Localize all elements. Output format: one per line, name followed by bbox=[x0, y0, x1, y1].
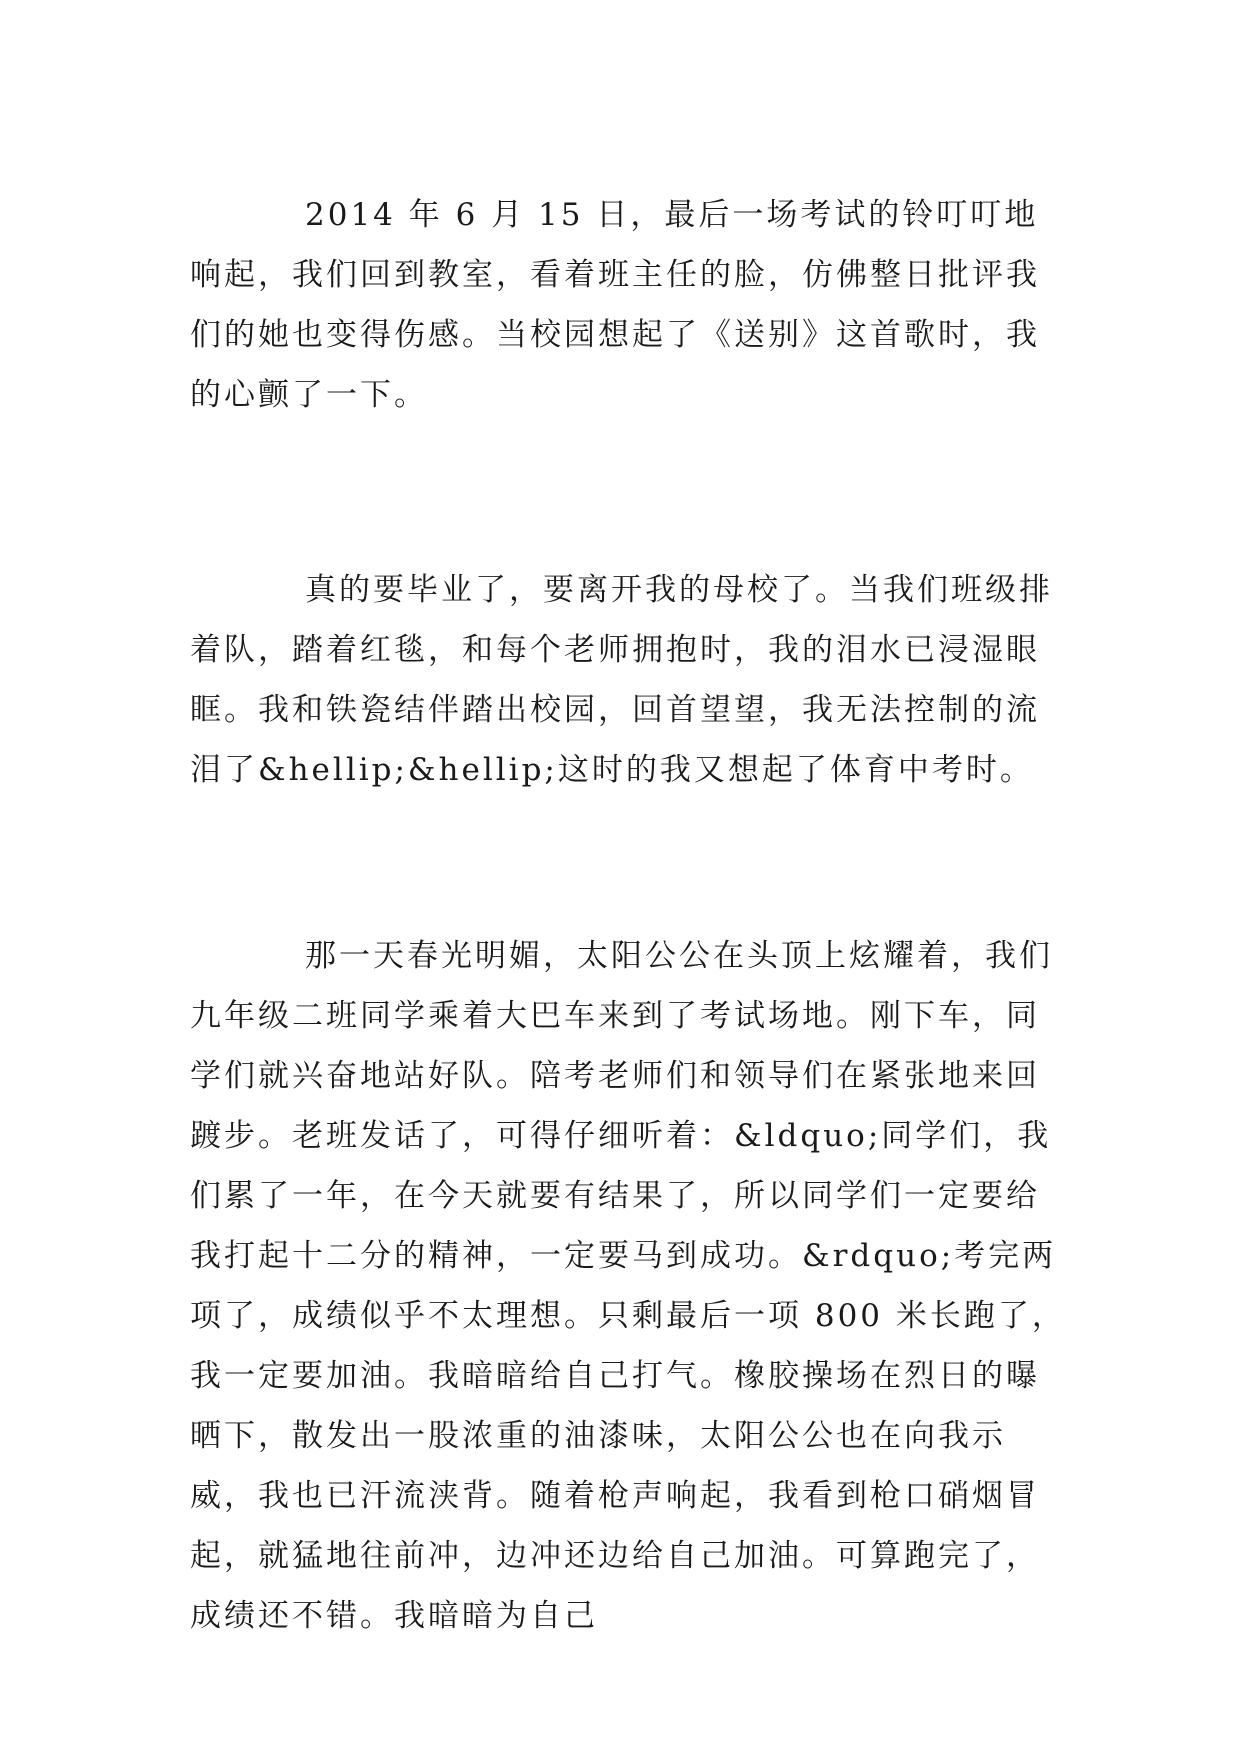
paragraph-2: 真的要毕业了，要离开我的母校了。当我们班级排着队，踏着红毯，和每个老师拥抱时，我的泪水已浸湿眼眶。我和铁瓷结伴踏出校园，回首望望，我无法控制的流泪了&hellip;&hellip;这时的我又想起了体育中考时。 bbox=[190, 572, 1053, 788]
paragraph-1: 2014 年 6 月 15 日，最后一场考试的铃叮叮地响起，我们回到教室，看着班主任的脸，仿佛整日批评我们的她也变得伤感。当校园想起了《送别》这首歌时，我的心颤了一下。 bbox=[190, 197, 1040, 413]
paragraph-3: 那一天春光明媚，太阳公公在头顶上炫耀着，我们九年级二班同学乘着大巴车来到了考试场地。刚下车，同学们就兴奋地站好队。陪考老师们和领导们在紧张地来回踱步。老班发话了，可得仔细听着：&ldquo;同学们，我们累了一年，在今天就要有结果了，所以同学们一定要给我打起十二分的精神，一定要马到成功。&rdquo;考完两项了，成绩似乎不太理想。只剩最后一项 800 米长跑了，我一定要加油。我暗暗给自己打气。橡胶操场在烈日的曝晒下，散发出一股浓重的油漆味，太阳公公也在向我示威，我也已汗流浃背。随着枪声响起，我看到枪口硝烟冒起，就猛地往前冲，边冲还边给自己加油。可算跑完了，成绩还不错。我暗暗为自己 bbox=[190, 938, 1066, 1634]
